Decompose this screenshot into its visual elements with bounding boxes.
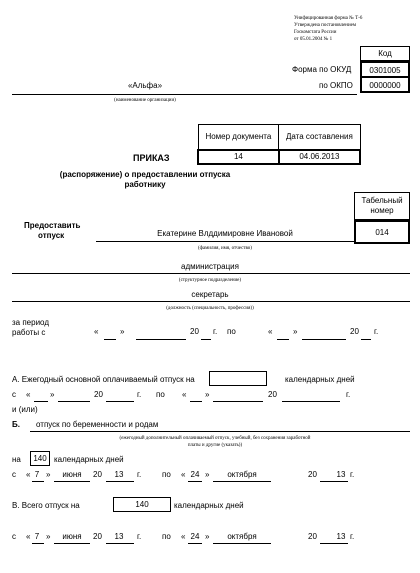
- goskomstat-line: Госкомстата России: [294, 30, 337, 35]
- section-v-year-from: 13: [114, 532, 124, 541]
- section-v-days-label: календарных дней: [174, 501, 244, 510]
- section-b-caption-1: (ежегодный дополнительный оплачиваемый отпуск, учебный, без сохранения заработной: [119, 436, 311, 441]
- doc-date-value: 04.06.2013: [279, 150, 360, 164]
- department: администрация: [181, 262, 239, 271]
- section-b-na: на: [12, 455, 21, 464]
- section-b-year-from: 13: [114, 470, 124, 479]
- period-g-1: г.: [213, 327, 218, 336]
- period-qopen-2: «: [268, 327, 273, 336]
- period-qclose-2: »: [293, 327, 298, 336]
- section-b-qclose-2: »: [205, 470, 210, 479]
- order-title: ПРИКАЗ: [133, 153, 170, 163]
- section-v-day-from: 7: [34, 532, 40, 541]
- section-b-letter: Б.: [12, 420, 20, 429]
- section-a-days-label: календарных дней: [285, 375, 355, 384]
- period-year-1: 20: [190, 327, 199, 336]
- section-b-qopen-1: «: [26, 470, 31, 479]
- name-caption: (фамилия, имя, отчество): [198, 246, 252, 251]
- grant-label-2: отпуск: [38, 231, 65, 240]
- tab-number-value: 014: [354, 220, 410, 244]
- okud-label: Форма по ОКУД: [292, 65, 352, 74]
- section-v-year-prefix-1: 20: [93, 532, 102, 541]
- section-v-qopen-1: «: [26, 532, 31, 541]
- doc-number-header: Номер документа: [198, 125, 279, 150]
- section-v-days-value: 140: [113, 497, 171, 512]
- section-v-month-from: июня: [62, 532, 82, 541]
- section-b-g-1: г.: [137, 470, 142, 479]
- period-year-2: 20: [350, 327, 359, 336]
- section-a-year-1: 20: [94, 390, 103, 399]
- section-a-g-2: г.: [346, 390, 351, 399]
- section-v-qopen-2: «: [181, 532, 186, 541]
- doc-date-header: Дата составления: [279, 125, 360, 150]
- tab-header-1: Табельный: [361, 196, 403, 205]
- section-b-g-2: г.: [350, 470, 355, 479]
- section-b-qclose-1: »: [46, 470, 51, 479]
- code-header: Код: [360, 46, 410, 61]
- document-table: [197, 124, 361, 165]
- period-label-2: работы с: [12, 328, 46, 337]
- section-v-label: В. Всего отпуск на: [12, 501, 80, 510]
- section-b-month-from: июня: [62, 470, 82, 479]
- section-b-year-prefix-1: 20: [93, 470, 102, 479]
- form-number-line: Унифицированная форма № Т-6: [294, 16, 363, 21]
- section-v-g-1: г.: [137, 532, 142, 541]
- section-v-po: по: [162, 532, 171, 541]
- section-a-year-2: 20: [268, 390, 277, 399]
- section-b-qopen-2: «: [181, 470, 186, 479]
- employee-name: Екатерине Влддимировне Ивановой: [157, 229, 293, 238]
- period-label-1: за период: [12, 318, 49, 327]
- tab-header-2: номер: [370, 206, 394, 215]
- okpo-label: по ОКПО: [319, 81, 353, 90]
- organization-name: «Альфа»: [127, 81, 163, 90]
- period-qopen-1: «: [94, 327, 99, 336]
- approved-line: Утверждена постановлением: [294, 23, 357, 28]
- section-a-po: по: [156, 390, 165, 399]
- section-b-s: с: [12, 470, 16, 479]
- section-b-days-label: календарных дней: [54, 455, 124, 464]
- section-v-g-2: г.: [350, 532, 355, 541]
- section-v-year-prefix-2: 20: [308, 532, 317, 541]
- section-b-type: отпуск по беременности и родам: [36, 420, 159, 429]
- section-v-qclose-1: »: [46, 532, 51, 541]
- section-v-qclose-2: »: [205, 532, 210, 541]
- and-or-label: и (или): [12, 405, 38, 414]
- section-b-caption-2: платы и другие (указать)): [187, 443, 243, 448]
- tab-number-header: [354, 192, 410, 220]
- date-line: от 05.01.2004 № 1: [294, 37, 333, 42]
- section-a-qopen-2: «: [182, 390, 187, 399]
- period-po: по: [227, 327, 236, 336]
- section-a-s: с: [12, 390, 16, 399]
- organization-caption: (наименование организации): [114, 98, 176, 103]
- section-b-day-from: 7: [34, 470, 40, 479]
- section-a-label: А. Ежегодный основной оплачиваемый отпуск на: [12, 375, 195, 384]
- okud-value: 0301005: [360, 61, 410, 77]
- section-b-year-to: 13: [336, 470, 346, 479]
- position-caption: (должность (специальность, профессия)): [166, 306, 254, 311]
- period-qclose-1: »: [120, 327, 125, 336]
- section-a-g-1: г.: [137, 390, 142, 399]
- grant-label-1: Предоставить: [24, 221, 81, 230]
- section-a-qclose-1: »: [50, 390, 55, 399]
- order-subtitle-1: (распоряжение) о предоставлении отпуска: [59, 170, 231, 179]
- section-b-days-value: 140: [30, 451, 50, 466]
- period-g-2: г.: [374, 327, 379, 336]
- section-a-days-box: [209, 371, 267, 386]
- section-v-month-to: октября: [227, 532, 257, 541]
- order-subtitle-2: работнику: [124, 180, 166, 189]
- section-b-day-to: 24: [190, 470, 200, 479]
- section-b-year-prefix-2: 20: [308, 470, 317, 479]
- section-v-day-to: 24: [190, 532, 200, 541]
- okpo-value: 0000000: [360, 77, 410, 93]
- section-a-qclose-2: »: [205, 390, 210, 399]
- position: секретарь: [191, 290, 229, 299]
- section-v-year-to: 13: [336, 532, 346, 541]
- section-a-qopen-1: «: [26, 390, 31, 399]
- section-b-month-to: октября: [227, 470, 257, 479]
- department-caption: (структурное подразделение): [178, 278, 242, 283]
- section-v-s: с: [12, 532, 16, 541]
- doc-number-value: 14: [198, 150, 279, 164]
- section-b-po: по: [162, 470, 171, 479]
